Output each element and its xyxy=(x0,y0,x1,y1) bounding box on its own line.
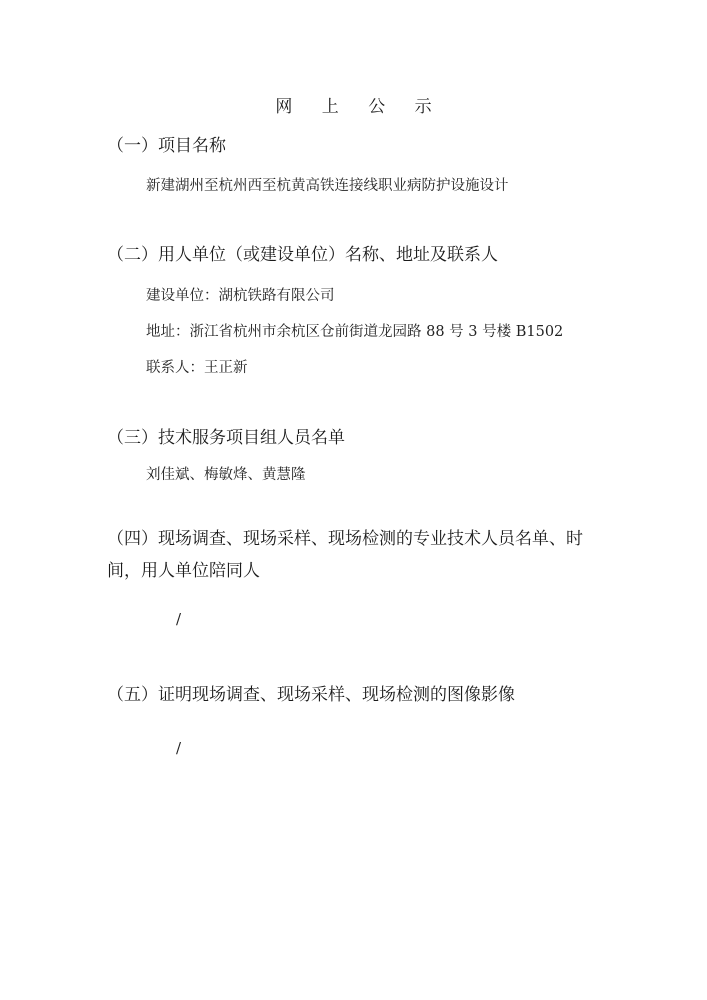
construction-unit-text: 建设单位：湖杭铁路有限公司 xyxy=(146,288,335,304)
section-3-heading: （三）技术服务项目组人员名单 xyxy=(107,428,345,448)
section-2-heading: （二）用人单位（或建设单位）名称、地址及联系人 xyxy=(107,245,498,265)
project-name-text: 新建湖州至杭州西至杭黄高铁连接线职业病防护设施设计 xyxy=(146,178,509,194)
section-5-empty-value: / xyxy=(176,739,182,757)
section-4-heading: （四）现场调查、现场采样、现场检测的专业技术人员名单、时间，用人单位陪同人 xyxy=(107,529,583,581)
team-members-text: 刘佳斌、梅敏烽、黄慧隆 xyxy=(146,467,306,483)
section-5-heading: （五）证明现场调查、现场采样、现场检测的图像影像 xyxy=(107,685,515,705)
section-1-heading: （一）项目名称 xyxy=(107,136,226,156)
contact-person-text: 联系人：王正新 xyxy=(146,360,248,376)
page-title: 网 上 公 示 xyxy=(275,97,444,117)
address-text: 地址：浙江省杭州市余杭区仓前街道龙园路 88 号 3 号楼 B1502 xyxy=(146,324,564,340)
section-4-empty-value: / xyxy=(176,610,182,628)
